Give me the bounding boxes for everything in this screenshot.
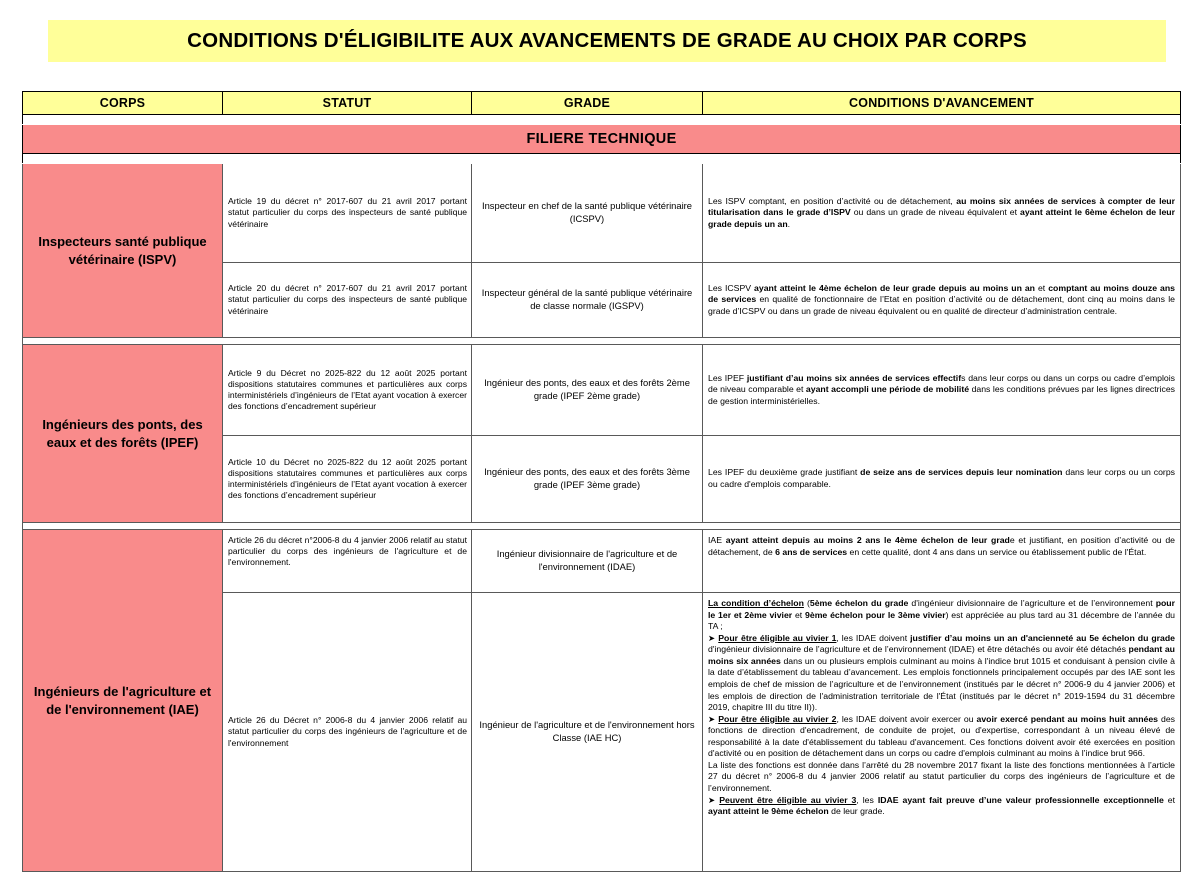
spacer-cell xyxy=(23,523,1181,530)
table-row xyxy=(23,345,1181,436)
page-title: CONDITIONS D'ÉLIGIBILITE AUX AVANCEMENTS DE GRADE AU CHOIX PAR CORPS xyxy=(187,29,1027,52)
conditions-cell: Les ISPV comptant, en position d’activité ou de détachement, au moins six années de services à compter de leur titularisation dans le grade d’ISPV ou dans un grade de niveau équivalent et ayant atteint le 6ème échelon de leur grade depuis un an. xyxy=(703,164,1181,263)
conditions-cell: IAE ayant atteint depuis au moins 2 ans le 4ème échelon de leur grade et justifiant, en position d’activité ou de détachement, de 6 ans de services en cette qualité, dont 4 ans dans un service ou établissement public de l'État. xyxy=(703,530,1181,593)
column-header-conditions: CONDITIONS D'AVANCEMENT xyxy=(703,92,1181,115)
spacer-row xyxy=(23,338,1181,345)
table-row xyxy=(23,164,1181,263)
spacer-row xyxy=(23,154,1181,164)
grade-cell: Inspecteur général de la santé publique vétérinaire de classe normale (IGSPV) xyxy=(472,263,703,338)
statut-cell: Article 20 du décret n° 2017-607 du 21 avril 2017 portant statut particulier du corps des inspecteurs de santé publique vétérinaire xyxy=(223,263,472,338)
spacer-cell xyxy=(23,154,1181,164)
section-banner-row xyxy=(23,125,1181,154)
section-banner-filiere-technique: FILIERE TECHNIQUE xyxy=(23,125,1181,154)
column-header-statut: STATUT xyxy=(223,92,472,115)
corps-cell-ispv: Inspecteurs santé publique vétérinaire (ISPV) xyxy=(23,164,223,338)
document-title-banner xyxy=(48,20,1166,62)
eligibility-table xyxy=(22,91,1181,872)
statut-cell: Article 9 du Décret no 2025-822 du 12 août 2025 portant dispositions statutaires communes et particulières aux corps interministériels d’ingénieurs de l’Etat ayant vocation à exercer des fonctions d’encadrement supérieur xyxy=(223,345,472,436)
conditions-cell: La condition d’échelon (5ème échelon du grade d'ingénieur divisionnaire de l’agriculture et de l’environnement pour le 1er et 2ème vivier et 9ème échelon pour le 3ème vivier) est appréciée au plus tard au 31 décembre de l’année du TA ; ➤ Pour être éligible au vivier 1, les IDAE doivent justifier d’au moins un an d'ancienneté au 5e échelon du grade d'ingénieur divisionnaire de l’agriculture et de l’environnement (IDAE) et être détachés ou avoir été détachés pendant au moins six années dans un ou plusieurs emplois culminant au moins à l'indice brut 1015 et conduisant à pension civile à la date d’établissement du tableau d’avancement. Les emplois fonctionnels principalement occupés par des IAE sont les emplois de chef de mission de l’agriculture et de l’environnement (institués par le décret n° 2006-9 du 4 janvier 2006) et les emplois de direction de l'administration territoriale de l'État (institués par le décret n° 2019-1594 du 31 décembre 2019, chapitre III du titre II)). ➤ Pour être éligible au vivier 2, les IDAE doivent avoir exercer ou avoir exercé pendant au moins huit années des fonctions de direction d'encadrement, de conduite de projet, ou d'expertise, correspondant à un niveau élevé de responsabilité à la date d'établissement du tableau d'avancement. Ces fonctions doivent avoir été exercées en position d'activité ou en position de détachement dans un corps ou cadre d'emplois culminant au moins à l’indice brut 966. La liste des fonctions est donnée dans l’arrêté du 28 novembre 2017 fixant la liste des fonctions mentionnées à l’article 27 du décret n° 2006-8 du 4 janvier 2006 relatif au statut particulier du corps des ingénieurs de l’agriculture et de l’environnement. ➤ Peuvent être éligible au vivier 3, les IDAE ayant fait preuve d’une valeur professionnelle exceptionnelle et ayant atteint le 9ème échelon de leur grade. xyxy=(703,593,1181,872)
table-header-row xyxy=(23,92,1181,115)
grade-cell: Ingénieur de l'agriculture et de l'environnement hors Classe (IAE HC) xyxy=(472,593,703,872)
grade-cell: Ingénieur des ponts, des eaux et des forêts 2ème grade (IPEF 2ème grade) xyxy=(472,345,703,436)
conditions-cell: Les IPEF justifiant d’au moins six années de services effectifs dans leur corps ou dans un corps ou cadre d’emplois de niveau comparable et ayant accompli une période de mobilité dans les conditions prévues par les lignes directrices de gestion interministérielles. xyxy=(703,345,1181,436)
spacer-row xyxy=(23,523,1181,530)
spacer-cell xyxy=(23,338,1181,345)
column-header-grade: GRADE xyxy=(472,92,703,115)
statut-cell: Article 26 du Décret n° 2006-8 du 4 janvier 2006 relatif au statut particulier du corps des ingénieurs de l'agriculture et de l'environnement xyxy=(223,593,472,872)
corps-cell-iae: Ingénieurs de l'agriculture et de l'environnement (IAE) xyxy=(23,530,223,872)
statut-cell: Article 10 du Décret no 2025-822 du 12 août 2025 portant dispositions statutaires communes et particulières aux corps interministériels d’ingénieurs de l’Etat ayant vocation à exercer des fonctions d’encadrement supérieur xyxy=(223,436,472,523)
spacer-cell xyxy=(23,115,1181,125)
grade-cell: Ingénieur des ponts, des eaux et des forêts 3ème grade (IPEF 3ème grade) xyxy=(472,436,703,523)
grade-cell: Inspecteur en chef de la santé publique vétérinaire (ICSPV) xyxy=(472,164,703,263)
spacer-row xyxy=(23,115,1181,125)
table-row xyxy=(23,530,1181,593)
statut-cell: Article 26 du décret n°2006-8 du 4 janvier 2006 relatif au statut particulier du corps des ingénieurs de l'agriculture et de l'environnement. xyxy=(223,530,472,593)
conditions-cell: Les IPEF du deuxième grade justifiant de seize ans de services depuis leur nomination dans leur corps ou un corps ou cadre d'emplois comparable. xyxy=(703,436,1181,523)
grade-cell: Ingénieur divisionnaire de l'agriculture et de l'environnement (IDAE) xyxy=(472,530,703,593)
corps-cell-ipef: Ingénieurs des ponts, des eaux et des forêts (IPEF) xyxy=(23,345,223,523)
column-header-corps: CORPS xyxy=(23,92,223,115)
conditions-cell: Les ICSPV ayant atteint le 4ème échelon de leur grade depuis au moins un an et comptant au moins douze ans de services en qualité de fonctionnaire de l’Etat en position d’activité ou de détachement, dont cinq au moins dans le grade d’ICSPV ou dans un grade de niveau équivalent ou en qualité de directeur d’administration centrale. xyxy=(703,263,1181,338)
statut-cell: Article 19 du décret n° 2017-607 du 21 avril 2017 portant statut particulier du corps des inspecteurs de santé publique vétérinaire xyxy=(223,164,472,263)
